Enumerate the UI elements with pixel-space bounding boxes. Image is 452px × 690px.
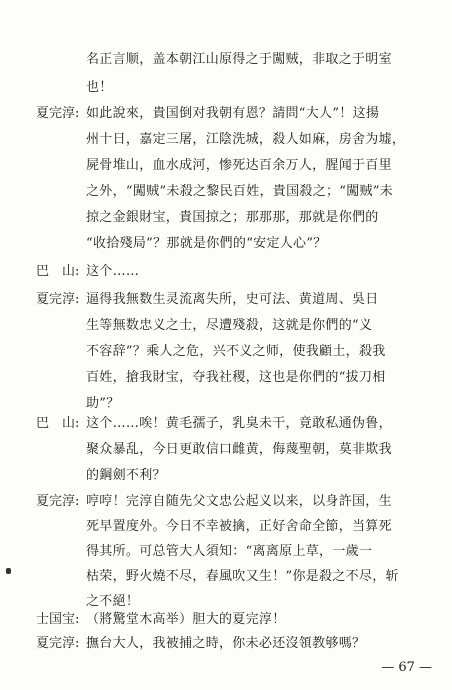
dialogue-line: 的鋼劍不利？ bbox=[86, 468, 166, 483]
dialogue-line: 得其所。可总管大人須知：“离离原上草，一歲一 bbox=[86, 544, 373, 559]
dialogue-line: 生等無数忠义之士，尽遭殘殺，这就是你們的“义 bbox=[86, 318, 373, 333]
speaker-label: 巴 山: bbox=[36, 416, 80, 431]
speaker-label: 士国宝: bbox=[36, 612, 80, 627]
dialogue-line: 逼得我無数生灵流离失所，史可法、黄道周、吳日 bbox=[86, 292, 379, 307]
ink-speck bbox=[6, 568, 11, 574]
dialogue-line: 也！ bbox=[86, 80, 113, 95]
dialogue-line: 助”？ bbox=[86, 396, 120, 411]
speaker-label: 夏完淳: bbox=[36, 494, 80, 509]
dialogue-line: 州十日，嘉定三屠，江陰洗城，殺人如麻，房舍为墟， bbox=[86, 132, 406, 147]
speaker-label: 巴 山: bbox=[36, 264, 80, 279]
dialogue-line: 名正言顺，盖本朝江山原得之于闖贼，非取之于明室 bbox=[86, 52, 392, 67]
dialogue-line: 屍骨堆山，血水成河，惨死达百余万人，腥闻于百里 bbox=[86, 158, 392, 173]
dialogue-line: 聚众暴乱，今日更敢信口雌黄，侮蔑聖朝，莫非欺我 bbox=[86, 442, 392, 457]
dialogue-line: （將驚堂木高举）胆大的夏完淳！ bbox=[86, 612, 286, 627]
speaker-label: 夏完淳: bbox=[36, 106, 80, 121]
dialogue-line: 不容辞”？乘人之危，兴不义之师，使我顧土，殺我 bbox=[86, 344, 386, 359]
dialogue-line: 这个…… bbox=[86, 264, 140, 279]
dialogue-line: 之不絕！ bbox=[86, 594, 140, 609]
dialogue-line: 之外，“闖贼”未殺之黎民百姓，貴国殺之；“闖贼”未 bbox=[86, 184, 394, 199]
dialogue-line: 枯荣，野火燒不尽，春風吹又生！”你是殺之不尽，斩 bbox=[86, 569, 399, 584]
speaker-label: 夏完淳: bbox=[36, 636, 80, 651]
dialogue-line: 死早置度外。今日不幸被擒，正好舍命全節，当算死 bbox=[86, 519, 392, 534]
dialogue-line: 如此說來，貴国倒对我朝有恩？請問“大人”！这揚 bbox=[86, 106, 380, 121]
dialogue-line: 这个……唉！黄毛孺子，乳臭未干，竟敢私通伪鲁， bbox=[86, 416, 392, 431]
dialogue-line: 百姓，搶我財宝，夺我社稷，这也是你們的“拔刀相 bbox=[86, 370, 386, 385]
speaker-label: 夏完淳: bbox=[36, 292, 80, 307]
page-number: — 67 — bbox=[381, 660, 432, 675]
dialogue-line: “收拾殘局”？那就是你們的“安定人心”？ bbox=[86, 236, 327, 251]
dialogue-line: 掠之金銀財宝，貴国掠之；那那那，那就是你們的 bbox=[86, 210, 379, 225]
dialogue-line: 撫台大人，我被捕之時，你未必还沒領教够嗎？ bbox=[86, 636, 366, 651]
dialogue-line: 哼哼！完淳自随先父文忠公起义以来，以身許国，生 bbox=[86, 494, 392, 509]
